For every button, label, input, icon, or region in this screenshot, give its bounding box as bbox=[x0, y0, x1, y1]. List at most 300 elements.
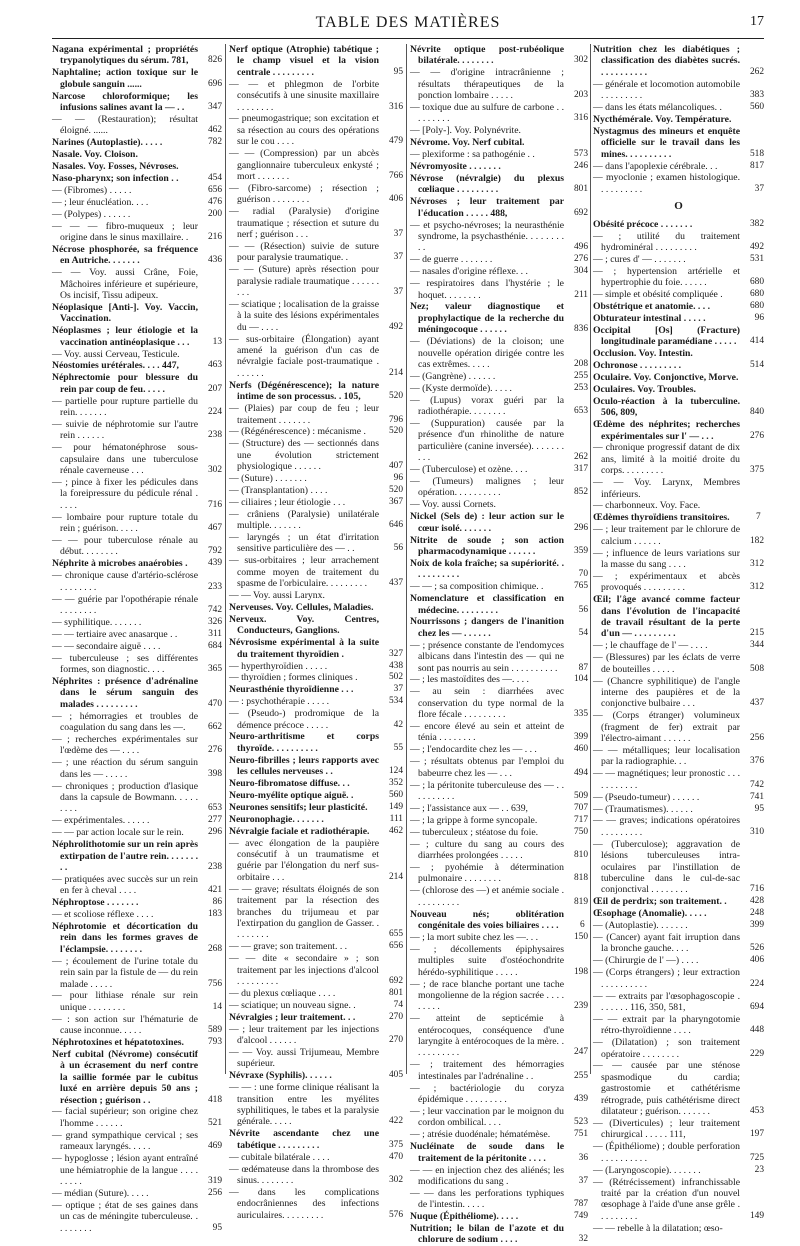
entry-page-number: 198 bbox=[573, 966, 588, 977]
entry-page-number: 716 bbox=[749, 884, 764, 895]
entry-page-number: 428 bbox=[749, 896, 764, 907]
entry-page-number: 276 bbox=[749, 430, 764, 441]
index-entry bbox=[410, 173, 588, 196]
index-entry bbox=[410, 161, 588, 172]
entry-text: — (Cancer) ayant fait irruption dans la bronche gauche. . . . bbox=[593, 931, 740, 955]
index-entry bbox=[593, 219, 764, 230]
index-entry bbox=[52, 653, 222, 676]
entry-text: — ; influence de leurs variations sur la masse du sang . . . . bbox=[593, 547, 740, 570]
entry-page-number: 262 bbox=[573, 452, 588, 463]
entry-page-number: 756 bbox=[207, 978, 222, 989]
entry-text: — — d'origine intracrânienne ; résultats thérapeutiques de la ponction lombaire . . . . . bbox=[410, 67, 564, 102]
index-entry bbox=[593, 967, 764, 990]
index-entry bbox=[593, 396, 764, 419]
index-entry bbox=[410, 44, 588, 67]
index-entry bbox=[52, 91, 222, 114]
entry-page-number: 840 bbox=[749, 407, 764, 418]
index-entry bbox=[229, 778, 403, 789]
entry-page-number: 467 bbox=[207, 523, 222, 534]
index-entry bbox=[410, 640, 588, 674]
index-entry bbox=[229, 826, 403, 837]
index-entry bbox=[593, 289, 764, 300]
entry-text: Néphrite à microbes anaérobies . bbox=[52, 558, 188, 570]
entry-text: — ciliaires ; leur étiologie . . . bbox=[229, 496, 346, 508]
entry-page-number: 96 bbox=[393, 473, 403, 484]
entry-text: — toxique due au sulfure de carbone . . . . . . . . . bbox=[410, 102, 564, 125]
entry-text: — hyperthyroïdien . . . . . bbox=[229, 660, 328, 672]
entry-text: Néphrites : présence d'adrénaline dans le sérum sanguin des malades . . . . . . . . . bbox=[52, 675, 198, 710]
entry-page-number: 436 bbox=[207, 255, 222, 266]
entry-page-number: 656 bbox=[388, 941, 403, 952]
index-entry bbox=[52, 1049, 222, 1106]
entry-page-number: 150 bbox=[573, 931, 588, 942]
index-entry bbox=[593, 524, 764, 547]
entry-page-number: 796 bbox=[388, 414, 403, 425]
entry-page-number: 684 bbox=[207, 640, 222, 651]
entry-page-number: 399 bbox=[573, 732, 588, 743]
entry-text: — pneumogastrique; son excitation et sa résection au cours des opérations sur le cou . . . . bbox=[229, 113, 379, 148]
entry-text: Oculaires. Voy. Troubles. bbox=[593, 383, 696, 395]
index-entry bbox=[229, 731, 403, 754]
entry-text: — ; leur traitement par les injections d'alcool . . . . . . bbox=[229, 1023, 379, 1047]
entry-text: — ; la péritonite tuberculeuse des — . . . . . . . . . . bbox=[410, 779, 564, 802]
entry-page-number: 852 bbox=[573, 487, 588, 498]
entry-text: — chroniques ; production d'lasique dans la capsule de Bowmann. . . . . . . . . bbox=[52, 780, 198, 815]
entry-text: Occlusion. Voy. Intestin. bbox=[593, 348, 693, 360]
entry-text: — lombaire pour rupture totale du rein ; guérison. . . . . bbox=[52, 511, 198, 535]
entry-page-number: 32 bbox=[578, 1234, 588, 1245]
index-entry bbox=[229, 790, 403, 801]
index-entry bbox=[229, 509, 403, 532]
entry-text: Œil de perdrix; son traitement. . bbox=[593, 896, 727, 908]
index-entry bbox=[52, 909, 222, 920]
entry-page-number: 502 bbox=[388, 672, 403, 683]
index-entry bbox=[52, 302, 222, 325]
entry-text: — (Pseudo-) prodromique de la démence précoce . . . . . bbox=[229, 708, 379, 731]
index-entry bbox=[410, 885, 588, 908]
entry-page-number: 576 bbox=[388, 1209, 403, 1220]
entry-text: — du plexus cœliaque . . . . bbox=[229, 987, 336, 999]
entry-page-number: 692 bbox=[388, 976, 403, 986]
entry-page-number: 211 bbox=[574, 289, 588, 300]
index-entry bbox=[410, 1013, 588, 1059]
entry-text: — ; traitement des hémorragies intestinales par l'adrénaline . . bbox=[410, 1059, 564, 1082]
entry-page-number: 55 bbox=[393, 742, 403, 753]
entry-text: — (Autoplastie). . . . . . . bbox=[593, 920, 688, 932]
index-entry bbox=[410, 278, 588, 301]
entry-text: — ; leur énucléation. . . . bbox=[52, 196, 149, 208]
index-entry bbox=[410, 581, 588, 592]
entry-page-number: 214 bbox=[388, 367, 403, 378]
entry-text: — ; l'endocardite chez les — . . . bbox=[410, 744, 537, 756]
entry-text: — partielle pour rupture partielle du rein. . . . . . . bbox=[52, 395, 198, 419]
entry-page-number: 359 bbox=[573, 545, 588, 556]
entry-page-number: 469 bbox=[207, 1141, 222, 1152]
index-entry bbox=[593, 932, 764, 955]
index-entry bbox=[593, 1223, 764, 1234]
index-entry bbox=[229, 1082, 403, 1128]
entry-page-number: 741 bbox=[749, 791, 764, 802]
entry-page-number: 398 bbox=[207, 768, 222, 779]
entry-text: Nagana expérimental ; propriétés trypanolytiques du sérum. 781, bbox=[52, 44, 198, 67]
entry-page-number: 270 bbox=[388, 1011, 403, 1022]
entry-page-number: 462 bbox=[207, 125, 222, 136]
index-column-3 bbox=[410, 44, 588, 1246]
entry-text: — — (Compression) par un abcès ganglionnaire tuberculeux enkysté ; mort . . . . . . . bbox=[229, 148, 379, 182]
index-entry bbox=[410, 418, 588, 464]
index-entry bbox=[229, 708, 403, 731]
entry-page-number: 680 bbox=[749, 301, 764, 312]
entry-page-number: 692 bbox=[573, 207, 588, 218]
entry-text: Nitrite de soude ; son action pharmacodynamique . . . . . . bbox=[410, 534, 564, 557]
index-entry bbox=[410, 1211, 588, 1222]
entry-text: — ; écoulement de l'urine totale du rein sain par la fistule de — du rein malade . . . . . bbox=[52, 955, 198, 990]
entry-page-number: 302 bbox=[573, 55, 588, 66]
entry-page-number: 508 bbox=[749, 663, 764, 674]
index-entry bbox=[52, 114, 222, 137]
entry-page-number: 836 bbox=[573, 324, 588, 335]
entry-text: — plexiforme : sa pathogénie . . bbox=[410, 149, 535, 161]
entry-text: Néostomies urétérales. . . . 447, bbox=[52, 360, 179, 372]
entry-page-number: 203 bbox=[573, 90, 588, 101]
entry-page-number: 406 bbox=[749, 955, 764, 966]
entry-text: Obstétrique et anatomie. . . . bbox=[593, 301, 711, 313]
entry-page-number: 56 bbox=[578, 604, 588, 615]
index-entry bbox=[410, 137, 588, 148]
entry-page-number: 344 bbox=[749, 640, 764, 651]
index-entry bbox=[593, 991, 764, 1014]
index-entry bbox=[229, 403, 403, 426]
entry-page-number: 437 bbox=[388, 578, 403, 589]
entry-text: Névralgie faciale et radiothérapie. bbox=[229, 825, 370, 837]
entry-page-number: 531 bbox=[749, 253, 764, 264]
index-entry bbox=[52, 1153, 222, 1187]
entry-page-number: 316 bbox=[388, 101, 403, 112]
entry-text: — — (Suture) après résection pour paralysie radiale traumatique . . . . . . . . . bbox=[229, 264, 379, 299]
index-entry bbox=[229, 113, 403, 147]
entry-text: — dans les complications endocrâniennes des infections auriculaires. . . . . . . . . bbox=[229, 1186, 379, 1221]
entry-text: Nouveau nés; oblitération congénitale des voies biliaires . . . . bbox=[410, 908, 564, 931]
entry-page-number: 200 bbox=[207, 208, 222, 219]
entry-text: — (Corps étranger) volumineux (fragment de fer) extrait par l'électro-aimant . . . . . . bbox=[593, 710, 740, 745]
entry-text: — (Blessures) par les éclats de verre de bouteilles . . . . . bbox=[593, 652, 740, 675]
entry-text: — charbonneux. Voy. Face. bbox=[593, 500, 701, 512]
index-entry bbox=[52, 594, 222, 617]
index-entry bbox=[593, 384, 764, 395]
index-entry bbox=[410, 686, 588, 720]
index-entry bbox=[229, 884, 403, 941]
entry-page-number: 229 bbox=[749, 1048, 764, 1059]
index-entry bbox=[52, 349, 222, 360]
entry-page-number: 534 bbox=[388, 696, 403, 707]
entry-text: Nucléinate de soude dans le traitement de la péritonite . . . . bbox=[410, 1141, 564, 1164]
entry-text: — tuberculeux ; stéatose du foie. bbox=[410, 826, 539, 838]
index-entry bbox=[52, 921, 222, 955]
index-entry bbox=[410, 1106, 588, 1129]
entry-page-number: 476 bbox=[207, 196, 222, 207]
entry-page-number: 801 bbox=[388, 987, 403, 998]
index-entry bbox=[229, 44, 403, 78]
index-entry bbox=[52, 512, 222, 535]
entry-page-number: 792 bbox=[207, 546, 222, 557]
index-column-1 bbox=[52, 44, 222, 1234]
entry-text: — — rebelle à la dilatation; œso- bbox=[593, 1222, 723, 1234]
index-entry bbox=[410, 1059, 588, 1082]
entry-text: Nourrissons ; dangers de l'inanition chez les — . . . . . . bbox=[410, 616, 564, 639]
index-entry bbox=[52, 641, 222, 652]
index-entry bbox=[410, 756, 588, 779]
entry-text: — — et phlegmon de l'orbite consécutifs à une sinusite maxillaire . . . . . . . . bbox=[229, 78, 379, 113]
index-entry bbox=[229, 299, 403, 333]
index-entry bbox=[229, 684, 403, 695]
entry-text: — ; hémorragies et troubles de coagulation du sang dans les —. bbox=[52, 710, 198, 734]
index-entry bbox=[593, 442, 764, 476]
entry-page-number: 276 bbox=[573, 254, 588, 265]
entry-text: — ; de race blanche portant une tache mongolienne de la région sacrée . . . . . . . . . bbox=[410, 978, 564, 1013]
entry-page-number: 382 bbox=[749, 218, 764, 229]
index-entry bbox=[410, 674, 588, 685]
index-entry bbox=[52, 558, 222, 569]
index-entry bbox=[410, 266, 588, 277]
index-entry bbox=[229, 1152, 403, 1163]
index-entry bbox=[593, 348, 764, 359]
entry-page-number: 751 bbox=[573, 1129, 588, 1140]
index-entry bbox=[229, 672, 403, 683]
entry-text: — (Tuberculose); aggravation de lésions tuberculeuses intra-oculaires par l'instillation de tuberculine dans le cul-de-sac conjonctival . . . . . . . . bbox=[593, 838, 740, 896]
entry-text: — tuberculeuse ; ses différentes formes, son diagnostic. . . . bbox=[52, 652, 198, 676]
index-column-4 bbox=[593, 44, 764, 1234]
index-entry bbox=[593, 231, 764, 254]
entry-text: Neurasthénie thyroïdienne . . . bbox=[229, 684, 354, 696]
entry-text: — (Fibromes) . . . . . bbox=[52, 184, 132, 196]
entry-text: — ; hypertension artérielle et hypertrophie du foie. . . . . . bbox=[593, 265, 740, 289]
entry-text: Néoplasmes ; leur étiologie et la vaccination antinéoplasique . . . bbox=[52, 325, 198, 348]
entry-page-number: 460 bbox=[573, 744, 588, 755]
entry-page-number: 573 bbox=[573, 149, 588, 160]
entry-text: Néphrotomie et décortication du rein dans les formes graves de l'éclampsie. . . . . . . . bbox=[52, 920, 198, 955]
index-entry bbox=[410, 1141, 588, 1164]
entry-text: — (Régénérescence) : mécanisme . bbox=[229, 426, 366, 438]
index-entry bbox=[229, 661, 403, 672]
entry-text: — œdémateuse dans la thrombose des sinus. . . . . . . . bbox=[229, 1163, 379, 1186]
index-entry bbox=[52, 209, 222, 220]
index-entry bbox=[410, 535, 588, 558]
index-entry bbox=[593, 676, 764, 710]
index-entry bbox=[410, 1223, 588, 1246]
entry-text: Œdèmes thyroïdiens transitoires. bbox=[593, 512, 730, 524]
entry-text: — (Rétrécissement) infranchissable traité par la création d'un nouvel œsophage à l'aide d'une anse grêle . . . . . . . . . bbox=[593, 1176, 740, 1222]
index-entry bbox=[593, 372, 764, 383]
index-entry bbox=[52, 1106, 222, 1129]
entry-text: — de guerre . . . . . . . bbox=[410, 254, 493, 266]
entry-text: — (Traumatismes). . . . . . bbox=[593, 803, 693, 815]
entry-text: Neuro-fibromatose diffuse. . . bbox=[229, 778, 350, 790]
entry-text: — ; bactériologie du coryza épidémique . . . . . . . . . bbox=[410, 1082, 564, 1106]
entry-text: Oculaire. Voy. Conjonctive, Morve. bbox=[593, 371, 739, 383]
index-entry bbox=[410, 558, 588, 581]
index-entry bbox=[229, 614, 403, 637]
entry-page-number: 662 bbox=[207, 722, 222, 733]
entry-text: — (Épithéliome) ; double perforation . . . . . . . . . . bbox=[593, 1141, 740, 1164]
entry-page-number: 327 bbox=[388, 648, 403, 659]
entry-text: Névrosisme expérimental à la suite du traitement thyroïdien . bbox=[229, 637, 379, 660]
entry-text: — ; une réaction du sérum sanguin dans les — . . . . . bbox=[52, 757, 198, 780]
entry-page-number: 87 bbox=[578, 662, 588, 673]
index-entry bbox=[229, 241, 403, 264]
entry-page-number: 104 bbox=[573, 674, 588, 685]
entry-page-number: 492 bbox=[749, 242, 764, 252]
entry-page-number: 448 bbox=[749, 1025, 764, 1036]
entry-page-number: 207 bbox=[207, 383, 222, 394]
entry-text: — (Tuberculose) et ozène. . . . bbox=[410, 464, 528, 476]
entry-text: Névroses ; leur traitement par l'éducation . . . . . 488, bbox=[410, 196, 564, 219]
index-entry bbox=[52, 897, 222, 908]
index-entry bbox=[229, 426, 403, 437]
entry-page-number: 509 bbox=[573, 791, 588, 801]
index-entry bbox=[410, 149, 588, 160]
index-entry bbox=[229, 802, 403, 813]
entry-text: Naphtaline; action toxique sur le globule sanguin ...... bbox=[52, 67, 198, 90]
index-entry bbox=[229, 590, 403, 601]
index-entry bbox=[52, 617, 222, 628]
entry-text: Nomenclature et classification en médecine. . . . . . . . . bbox=[410, 593, 564, 616]
index-entry bbox=[229, 814, 403, 825]
entry-text: — sciatique ; localisation de la graisse à la suite des lésions expérimentales du — . . . . bbox=[229, 298, 379, 333]
index-entry bbox=[52, 396, 222, 419]
index-entry bbox=[52, 1037, 222, 1048]
index-entry bbox=[410, 476, 588, 499]
entry-page-number: 296 bbox=[573, 522, 588, 533]
entry-text: Narcose chloroformique; les infusions salines avant la — . . bbox=[52, 90, 198, 114]
index-entry bbox=[593, 1037, 764, 1060]
entry-text: — — Voy. Larynx, Membres inférieurs. bbox=[593, 477, 740, 500]
entry-text: Neuro-fibrilles ; leurs rapports avec les cellules nerveuses . . bbox=[229, 754, 379, 778]
index-entry bbox=[229, 755, 403, 778]
entry-page-number: 742 bbox=[749, 779, 764, 790]
entry-text: Œdème des néphrites; recherches expérimentales sur l' — . . . bbox=[593, 419, 740, 442]
index-entry bbox=[593, 1014, 764, 1037]
entry-text: — — Voy. aussi Larynx. bbox=[229, 590, 325, 602]
index-entry bbox=[229, 637, 403, 660]
entry-text: — — — fibro-muqueux ; leur origine dans le sinus maxillaire. . bbox=[52, 220, 198, 243]
entry-page-number: 37 bbox=[393, 229, 403, 239]
entry-text: — (Chirurgie de l' —) . . . . bbox=[593, 955, 699, 967]
entry-page-number: 197 bbox=[749, 1129, 764, 1140]
entry-text: — nasales d'origine réflexe. . . bbox=[410, 266, 528, 278]
index-entry bbox=[229, 183, 403, 206]
entry-text: Néphrectomie pour blessure du rein par coup de feu. . . . . bbox=[52, 372, 198, 395]
index-entry bbox=[410, 301, 588, 335]
header-rule bbox=[52, 38, 764, 39]
entry-page-number: 124 bbox=[388, 766, 403, 777]
index-entry bbox=[593, 172, 764, 195]
entry-page-number: 518 bbox=[749, 148, 764, 159]
entry-page-number: 42 bbox=[393, 719, 403, 730]
entry-page-number: 418 bbox=[207, 1094, 222, 1105]
index-entry bbox=[52, 325, 222, 348]
index-entry bbox=[410, 827, 588, 838]
index-entry bbox=[593, 896, 764, 907]
entry-page-number: 421 bbox=[207, 885, 222, 896]
entry-page-number: 347 bbox=[207, 102, 222, 113]
entry-page-number: 37 bbox=[393, 287, 403, 298]
entry-text: Obésité précoce . . . . . . . bbox=[593, 218, 693, 230]
entry-page-number: 749 bbox=[573, 1211, 588, 1222]
entry-text: Noix de kola fraîche; sa supériorité. . . . . . . . . . . bbox=[410, 557, 564, 581]
entry-page-number: 277 bbox=[207, 815, 222, 826]
entry-text: — — magnétiques; leur pronostic . . . . . . . . . . . bbox=[593, 768, 740, 791]
index-entry bbox=[52, 1188, 222, 1199]
index-entry bbox=[52, 221, 222, 244]
index-entry bbox=[52, 839, 222, 873]
entry-page-number: 256 bbox=[207, 1187, 222, 1198]
entry-page-number: 95 bbox=[393, 66, 403, 77]
entry-text: — — (Résection) suivie de suture pour paralysie traumatique. . bbox=[229, 240, 379, 264]
entry-text: — et scoliose réflexe . . . . bbox=[52, 909, 154, 921]
entry-text: Narines (Autoplastie). . . . . bbox=[52, 137, 163, 149]
index-entry bbox=[229, 79, 403, 113]
entry-page-number: 224 bbox=[749, 978, 764, 989]
entry-page-number: 818 bbox=[573, 873, 588, 884]
entry-page-number: 56 bbox=[393, 543, 403, 554]
entry-page-number: 520 bbox=[388, 391, 403, 402]
entry-page-number: 494 bbox=[573, 767, 588, 778]
entry-text: — — métalliques; leur localisation par la radiographie. . . bbox=[593, 744, 740, 768]
entry-page-number: 37 bbox=[393, 252, 403, 263]
entry-text: Nez; valeur diagnostique et prophylactique de la recherche du méningocoque . . . . . . bbox=[410, 301, 564, 336]
entry-text: Nerf cubital (Névrome) consécutif à un écrasement du nerf contre la saillie formée par le cubitus luxé en arrière depuis 50 ans ; résection ; guérison . . bbox=[52, 1048, 198, 1106]
entry-text: — — graves; indications opératoires . . . . . . . . . bbox=[593, 815, 740, 838]
index-entry bbox=[593, 266, 764, 289]
index-entry bbox=[229, 1070, 403, 1081]
entry-text: Néphrolithotomie sur un rein après extirpation de l'autre rein. . . . . . . . . bbox=[52, 839, 198, 873]
index-entry bbox=[410, 593, 588, 616]
index-entry bbox=[229, 1128, 403, 1151]
index-entry bbox=[410, 254, 588, 265]
entry-page-number: 270 bbox=[388, 1035, 403, 1046]
entry-page-number: 793 bbox=[207, 1037, 222, 1048]
entry-text: — — secondaire aiguë . . . . bbox=[52, 640, 161, 652]
entry-text: — (Transplantation) . . . . bbox=[229, 484, 328, 496]
entry-text: Nasale. Voy. Cloison. bbox=[52, 149, 138, 161]
index-entry bbox=[593, 815, 764, 838]
entry-page-number: 23 bbox=[754, 1164, 764, 1175]
entry-text: Nutrition chez les diabétiques ; classification des diabètes sucrés. . . . . . . . . . . bbox=[593, 44, 740, 78]
index-entry bbox=[52, 956, 222, 990]
page-number: 17 bbox=[750, 14, 764, 29]
entry-page-number: 479 bbox=[388, 136, 403, 147]
index-entry bbox=[410, 511, 588, 534]
index-entry bbox=[229, 380, 403, 403]
entry-text: Neuro-arthritisme et corps thyroïde. . . . . . . . . . bbox=[229, 731, 379, 754]
index-entry bbox=[410, 979, 588, 1013]
entry-page-number: 496 bbox=[573, 242, 588, 253]
entry-text: Névromyosite . . . . . . . bbox=[410, 161, 501, 173]
entry-text: Néphroptose . . . . . . . bbox=[52, 897, 139, 909]
entry-text: Nutrition; le bilan de l'azote et du chlorure de sodium . . . . bbox=[410, 1223, 564, 1246]
entry-text: — radial (Paralysie) d'origine traumatique ; résection et suture du nerf ; guérison . . . bbox=[229, 206, 379, 240]
index-entry bbox=[593, 920, 764, 931]
entry-page-number: 526 bbox=[749, 943, 764, 954]
entry-page-number: 37 bbox=[754, 183, 764, 194]
entry-text: — cubitale bilatérale . . . . bbox=[229, 1151, 330, 1163]
entry-page-number: 96 bbox=[754, 312, 764, 323]
index-entry bbox=[593, 44, 764, 78]
index-entry bbox=[229, 602, 403, 613]
index-entry bbox=[52, 67, 222, 90]
index-entry bbox=[410, 102, 588, 125]
index-entry bbox=[593, 1177, 764, 1223]
